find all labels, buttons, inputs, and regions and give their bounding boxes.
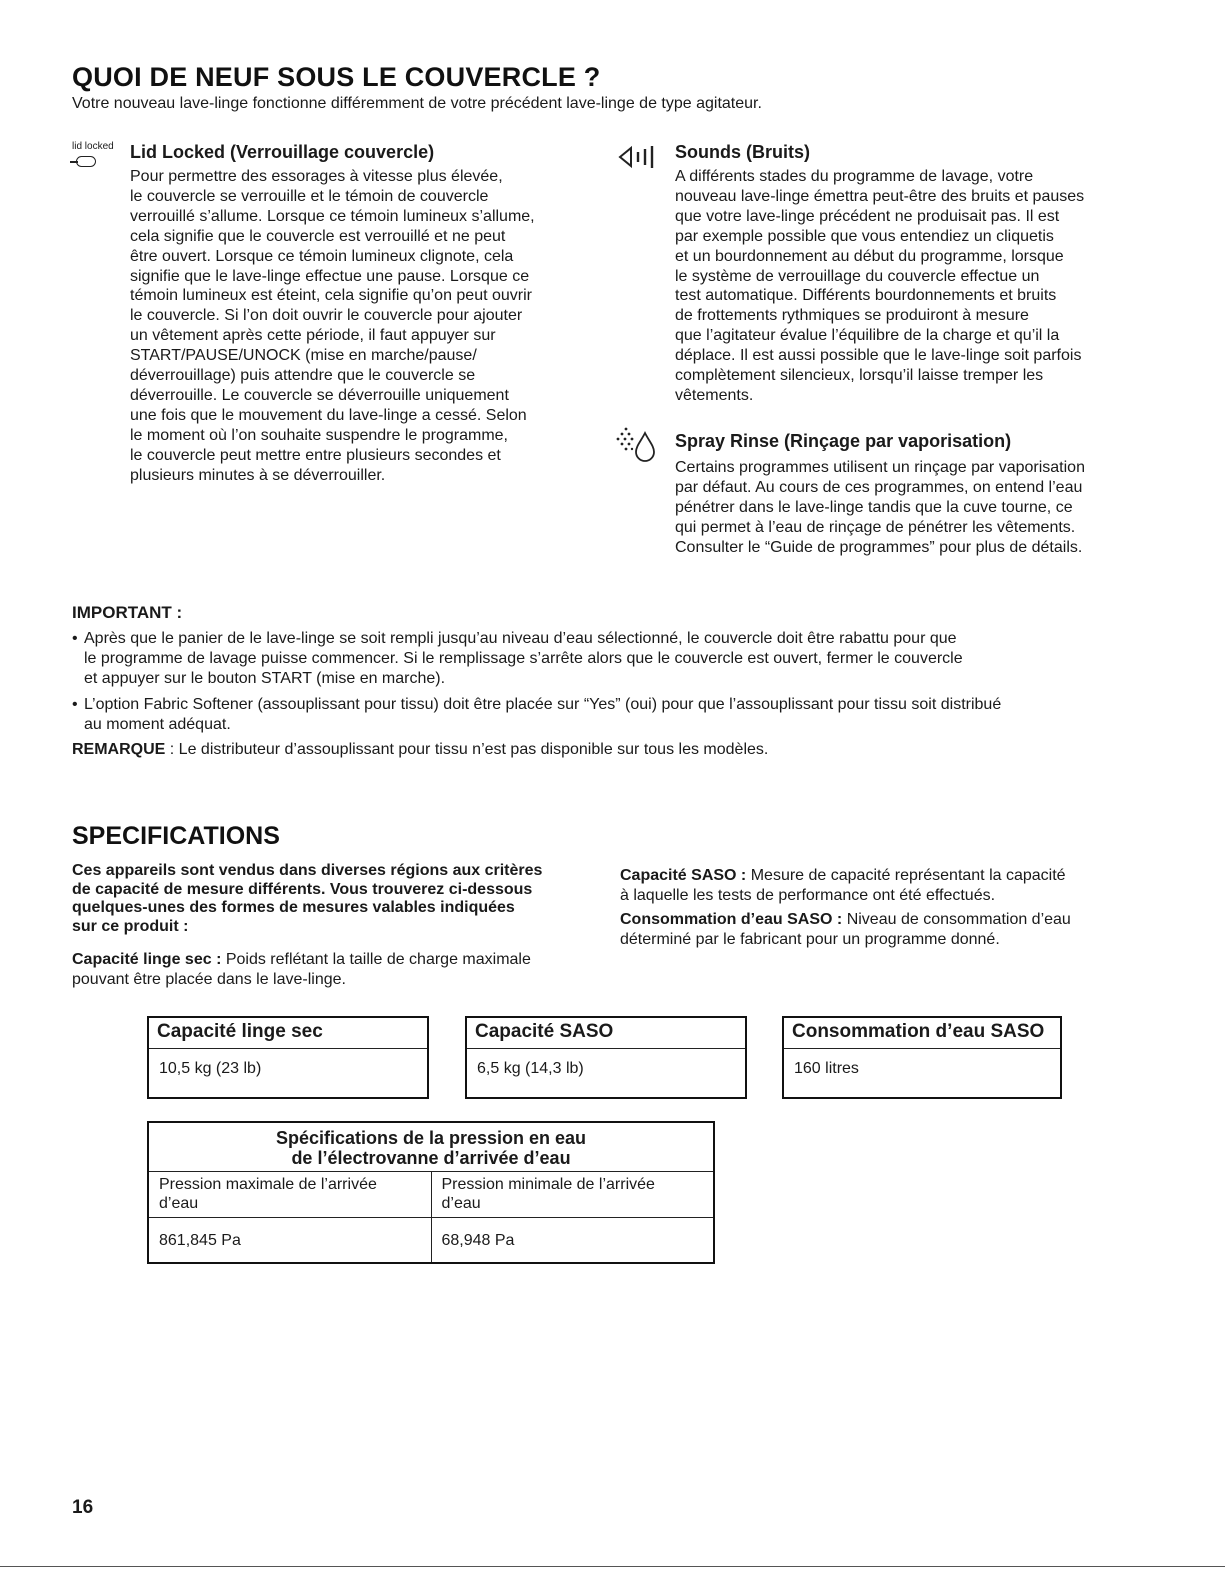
- spray-rinse-text: Certains programmes utilisent un rinçage par vaporisation par défaut. Au cours de ces programmes, on entend l’eau pénétrer dans le lave-linge tandis que la cuve tourne, ce qui permet à l’eau de rinçage de pénétrer les vêtements. Consulter le “Guide de programmes” pour plus de détails.: [675, 459, 1085, 556]
- table-header: Capacité linge sec: [148, 1017, 428, 1049]
- remark-text: : Le distributeur d’assouplissant pour tissu n’est pas disponible sur tous les modèles.: [165, 741, 769, 758]
- water-pressure-table: [147, 1121, 715, 1264]
- saso-water-table: [782, 1016, 1062, 1099]
- bottom-divider: [0, 1566, 1225, 1567]
- saso-capacity-table: [465, 1016, 747, 1099]
- important-list: [72, 629, 1152, 741]
- speaker-sound-icon: [618, 143, 664, 171]
- lid-locked-text: Pour permettre des essorages à vitesse plus élevée, le couvercle se verrouille et le témoin de couvercle verrouillé s’allume. Lorsque ce témoin lumineux s’allume, cela signifie que le couvercle est verrouillé et ne peut être ouvert. Lorsque ce témoin lumineux clignote, cela signifie que le lave-linge effectue une pause. Lorsque ce témoin lumineux est éteint, cela signifie qu’on peut ouvrir le couvercle. Si l’on doit ouvrir le couvercle pour ajouter un vêtement après cette période, il faut appuyer sur START/PAUSE/UNOCK (mise en marche/pause/ déverrouillage) puis attendre que le couvercle se déverrouille. Le couvercle se déverrouille uniquement une fois que le mouvement du lave-linge a cessé. Selon le moment où l’on souhaite suspendre le programme, le couvercle peut mettre entre plusieurs secondes et plusieurs minutes à se déverrouiller.: [130, 168, 535, 484]
- saso-water-definition: Consommation d’eau SASO : Niveau de consommation d’eau déterminé par le fabricant pour un programme donné.: [620, 911, 1071, 948]
- table-value: 160 litres: [783, 1049, 1061, 1099]
- table-value: 10,5 kg (23 lb): [148, 1049, 428, 1099]
- table-header: Capacité SASO: [466, 1017, 746, 1049]
- page-number: 16: [72, 1497, 94, 1518]
- lid-locked-icon: [70, 141, 128, 175]
- specifications-intro: Ces appareils sont vendus dans diverses régions aux critères de capacité de mesure différents. Vous trouverez ci-dessous quelques-unes des formes de mesures valables indiquées sur ce produit :: [72, 862, 543, 935]
- remark-label: REMARQUE: [72, 741, 166, 758]
- max-pressure-value: 861,845 Pa: [148, 1218, 431, 1264]
- specifications-title: SPECIFICATIONS: [72, 822, 280, 850]
- dry-capacity-table: [147, 1016, 429, 1099]
- lid-locked-heading: Lid Locked (Verrouillage couvercle): [130, 142, 435, 162]
- page-subtitle: Votre nouveau lave-linge fonctionne différemment de votre précédent lave-linge de type agitateur.: [72, 95, 762, 112]
- important-heading: IMPORTANT :: [72, 603, 183, 622]
- sounds-heading: Sounds (Bruits): [675, 142, 810, 162]
- dry-capacity-definition: Capacité linge sec : Poids reflétant la taille de charge maximale pouvant être placée dans le lave-linge.: [72, 951, 531, 988]
- lid-locked-icon-label: lid locked: [72, 141, 114, 152]
- max-pressure-label: Pression maximale de l’arrivée d’eau: [148, 1172, 431, 1218]
- list-item: • Après que le panier de le lave-linge se soit rempli jusqu’au niveau d’eau sélectionné, le couvercle doit être rabattu pour que le programme de lavage puisse commencer. Si le remplissage s’arrête alors que le couvercle est ouvert, fermer le couvercle et appuyer sur le bouton START (mise en marche).: [72, 629, 1152, 689]
- sounds-text: A différents stades du programme de lavage, votre nouveau lave-linge émettra peut-être des bruits et pauses que votre lave-linge précédent ne produisait pas. Il est par exemple possible que vous entendiez un cliquetis et un bourdonnement au début du programme, lorsque le système de verrouillage du couvercle effectue un test automatique. Différents bourdonnements et bruits de frottements rythmiques se produiront à mesure que l’agitateur évalue l’équilibre de la charge et qu’il la déplace. Il est aussi possible que le lave-linge soit parfois complètement silencieux, lorsqu’il laisse tremper les vêtements.: [675, 168, 1085, 404]
- spray-rinse-heading: Spray Rinse (Rinçage par vaporisation): [675, 431, 1012, 451]
- list-item: • L’option Fabric Softener (assouplissant pour tissu) doit être placée sur “Yes” (oui) pour que l’assouplissant pour tissu soit distribué au moment adéquat.: [72, 695, 1152, 735]
- table-header: Spécifications de la pression en eau de l’électrovanne d’arrivée d’eau: [148, 1122, 714, 1172]
- remark-note: [72, 740, 768, 760]
- saso-capacity-definition: Capacité SASO : Mesure de capacité représentant la capacité à laquelle les tests de performance ont été effectués.: [620, 867, 1066, 904]
- table-value: 6,5 kg (14,3 lb): [466, 1049, 746, 1099]
- spray-drop-icon: [614, 425, 662, 463]
- min-pressure-label: Pression minimale de l’arrivée d’eau: [431, 1172, 714, 1218]
- min-pressure-value: 68,948 Pa: [431, 1218, 714, 1264]
- saso-definitions: [620, 866, 1150, 954]
- table-header: Consommation d’eau SASO: [783, 1017, 1061, 1049]
- page-title: QUOI DE NEUF SOUS LE COUVERCLE ?: [72, 62, 601, 92]
